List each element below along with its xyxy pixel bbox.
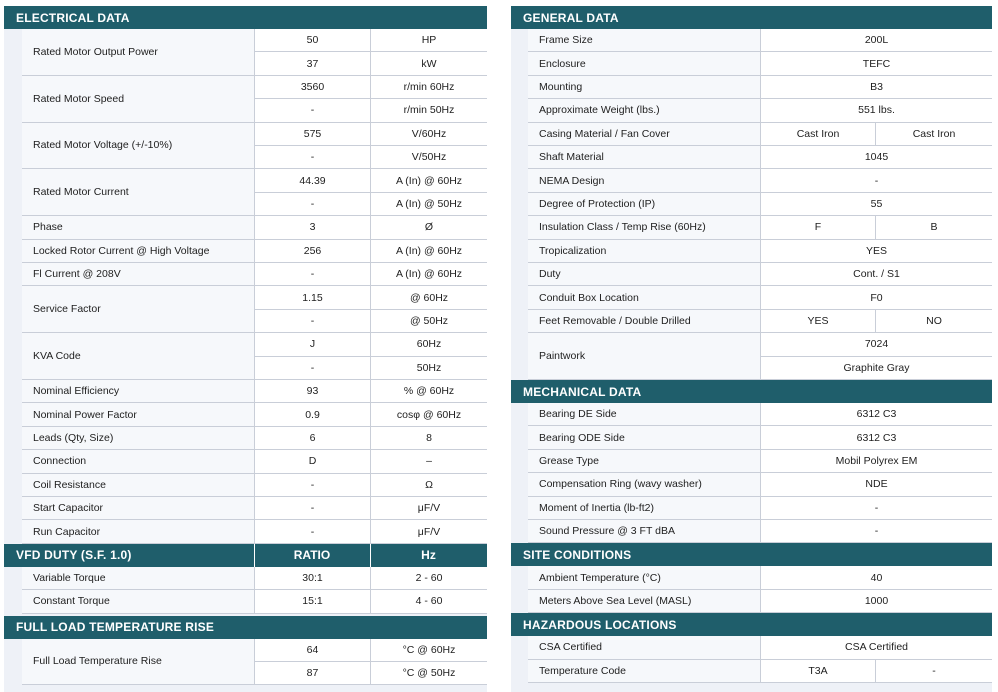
row-unit: HP <box>370 29 487 51</box>
row-value: - <box>254 146 370 168</box>
row-label: Rated Motor Current <box>22 169 254 215</box>
row-value: 3 <box>254 216 370 238</box>
row-label: Meters Above Sea Level (MASL) <box>528 590 760 612</box>
section-title: MECHANICAL DATA <box>523 384 642 399</box>
section-header-site <box>511 543 992 566</box>
row-label: Shaft Material <box>528 146 760 168</box>
row-value: 6 <box>254 427 370 449</box>
row-value: TEFC <box>760 52 992 74</box>
row-unit: V/60Hz <box>370 123 487 145</box>
row-unit: kW <box>370 52 487 74</box>
row-label: Locked Rotor Current @ High Voltage <box>22 240 254 262</box>
row-label: Run Capacitor <box>22 520 254 542</box>
row-value: - <box>254 193 370 215</box>
row-divider <box>22 613 487 614</box>
row-value: - <box>760 497 992 519</box>
section-title: GENERAL DATA <box>523 10 619 25</box>
row-label: Compensation Ring (wavy washer) <box>528 473 760 495</box>
row-label: Paintwork <box>528 333 760 379</box>
row-value: 15:1 <box>254 590 370 612</box>
row-unit: °C @ 60Hz <box>370 639 487 661</box>
row-value: 200L <box>760 29 992 51</box>
row-unit: A (In) @ 60Hz <box>370 169 487 191</box>
row-label: Full Load Temperature Rise <box>22 639 254 685</box>
row-value: - <box>254 474 370 496</box>
row-label: Mounting <box>528 76 760 98</box>
row-unit: @ 50Hz <box>370 310 487 332</box>
row-label: Rated Motor Voltage (+/-10%) <box>22 123 254 169</box>
row-value: 1.15 <box>254 286 370 308</box>
row-label: Ambient Temperature (°C) <box>528 566 760 588</box>
row-label: Sound Pressure @ 3 FT dBA <box>528 520 760 542</box>
row-unit: NO <box>875 310 992 332</box>
row-value: 44.39 <box>254 169 370 191</box>
row-value: 1000 <box>760 590 992 612</box>
section-title: VFD DUTY (S.F. 1.0) <box>16 548 132 563</box>
row-label: KVA Code <box>22 333 254 379</box>
row-value: Cont. / S1 <box>760 263 992 285</box>
row-value: - <box>254 99 370 121</box>
row-label: Casing Material / Fan Cover <box>528 123 760 145</box>
row-label: Temperature Code <box>528 660 760 682</box>
row-label: Grease Type <box>528 450 760 472</box>
row-label: Enclosure <box>528 52 760 74</box>
row-unit: r/min 60Hz <box>370 76 487 98</box>
section-header-mechanical <box>511 380 992 403</box>
row-label: Nominal Power Factor <box>22 403 254 425</box>
row-unit: @ 60Hz <box>370 286 487 308</box>
row-value: YES <box>760 310 875 332</box>
row-value: Mobil Polyrex EM <box>760 450 992 472</box>
row-label: Frame Size <box>528 29 760 51</box>
row-label: Constant Torque <box>22 590 254 612</box>
row-unit: 2 - 60 <box>370 567 487 589</box>
row-value: - <box>254 263 370 285</box>
row-value: Graphite Gray <box>760 357 992 379</box>
row-unit: - <box>875 660 992 682</box>
row-value: J <box>254 333 370 355</box>
row-label: Rated Motor Output Power <box>22 29 254 75</box>
row-value: 6312 C3 <box>760 403 992 425</box>
row-value: F <box>760 216 875 238</box>
row-label: Duty <box>528 263 760 285</box>
row-label: Tropicalization <box>528 240 760 262</box>
row-value: 64 <box>254 639 370 661</box>
row-unit: 4 - 60 <box>370 590 487 612</box>
row-value: 256 <box>254 240 370 262</box>
section-header-electrical <box>4 6 487 29</box>
row-value: 30:1 <box>254 567 370 589</box>
row-label: Bearing DE Side <box>528 403 760 425</box>
row-label: CSA Certified <box>528 636 760 658</box>
row-label: Connection <box>22 450 254 472</box>
row-value: NDE <box>760 473 992 495</box>
row-unit: % @ 60Hz <box>370 380 487 402</box>
row-label: Feet Removable / Double Drilled <box>528 310 760 332</box>
section-title: FULL LOAD TEMPERATURE RISE <box>16 620 215 635</box>
row-label: Coil Resistance <box>22 474 254 496</box>
section-title: ELECTRICAL DATA <box>16 10 130 25</box>
row-label: Start Capacitor <box>22 497 254 519</box>
row-value: Cast Iron <box>760 123 875 145</box>
row-label: Bearing ODE Side <box>528 426 760 448</box>
row-unit: Cast Iron <box>875 123 992 145</box>
row-label: Fl Current @ 208V <box>22 263 254 285</box>
row-label: Nominal Efficiency <box>22 380 254 402</box>
row-value: - <box>760 520 992 542</box>
row-label: Service Factor <box>22 286 254 332</box>
row-unit: A (In) @ 60Hz <box>370 240 487 262</box>
row-value: CSA Certified <box>760 636 992 658</box>
row-value: - <box>254 520 370 542</box>
row-label: Approximate Weight (lbs.) <box>528 99 760 121</box>
row-value: - <box>254 497 370 519</box>
row-label: Conduit Box Location <box>528 286 760 308</box>
row-value: YES <box>760 240 992 262</box>
column-header-hz: Hz <box>421 548 436 563</box>
row-unit: 60Hz <box>370 333 487 355</box>
row-value: D <box>254 450 370 472</box>
row-unit: V/50Hz <box>370 146 487 168</box>
row-value: 1045 <box>760 146 992 168</box>
row-value: - <box>254 310 370 332</box>
row-value: - <box>760 169 992 191</box>
row-value: 0.9 <box>254 403 370 425</box>
row-unit: μF/V <box>370 520 487 542</box>
row-value: 40 <box>760 566 992 588</box>
row-unit: 8 <box>370 427 487 449</box>
row-unit: 50Hz <box>370 357 487 379</box>
row-value: - <box>254 357 370 379</box>
header-divider <box>370 544 371 567</box>
row-unit: r/min 50Hz <box>370 99 487 121</box>
row-value: 87 <box>254 662 370 684</box>
header-divider <box>254 544 255 567</box>
row-label: Degree of Protection (IP) <box>528 193 760 215</box>
row-label: Rated Motor Speed <box>22 76 254 122</box>
row-label: NEMA Design <box>528 169 760 191</box>
section-title: SITE CONDITIONS <box>523 547 632 562</box>
row-unit: B <box>875 216 992 238</box>
row-value: 55 <box>760 193 992 215</box>
row-value: 3560 <box>254 76 370 98</box>
left-panel <box>4 6 487 692</box>
row-value: 50 <box>254 29 370 51</box>
section-header-general <box>511 6 992 29</box>
row-value: T3A <box>760 660 875 682</box>
right-panel <box>511 6 992 692</box>
section-header-hazardous <box>511 613 992 636</box>
row-divider <box>528 682 992 683</box>
row-unit: cosφ @ 60Hz <box>370 403 487 425</box>
row-value: 93 <box>254 380 370 402</box>
row-unit: A (In) @ 50Hz <box>370 193 487 215</box>
row-value: F0 <box>760 286 992 308</box>
row-label: Variable Torque <box>22 567 254 589</box>
column-header-ratio: RATIO <box>293 548 331 563</box>
row-unit: Ø <box>370 216 487 238</box>
section-title: HAZARDOUS LOCATIONS <box>523 617 677 632</box>
row-label: Phase <box>22 216 254 238</box>
row-value: 6312 C3 <box>760 426 992 448</box>
row-unit: °C @ 50Hz <box>370 662 487 684</box>
row-label: Insulation Class / Temp Rise (60Hz) <box>528 216 760 238</box>
row-value: 37 <box>254 52 370 74</box>
row-value: 575 <box>254 123 370 145</box>
row-value: B3 <box>760 76 992 98</box>
row-label: Moment of Inertia (lb-ft2) <box>528 497 760 519</box>
row-value: 551 lbs. <box>760 99 992 121</box>
row-label: Leads (Qty, Size) <box>22 427 254 449</box>
row-value: 7024 <box>760 333 992 355</box>
row-unit: A (In) @ 60Hz <box>370 263 487 285</box>
row-unit: – <box>370 450 487 472</box>
row-divider <box>22 684 487 685</box>
row-unit: Ω <box>370 474 487 496</box>
row-unit: μF/V <box>370 497 487 519</box>
section-header-temp-rise <box>4 616 487 639</box>
